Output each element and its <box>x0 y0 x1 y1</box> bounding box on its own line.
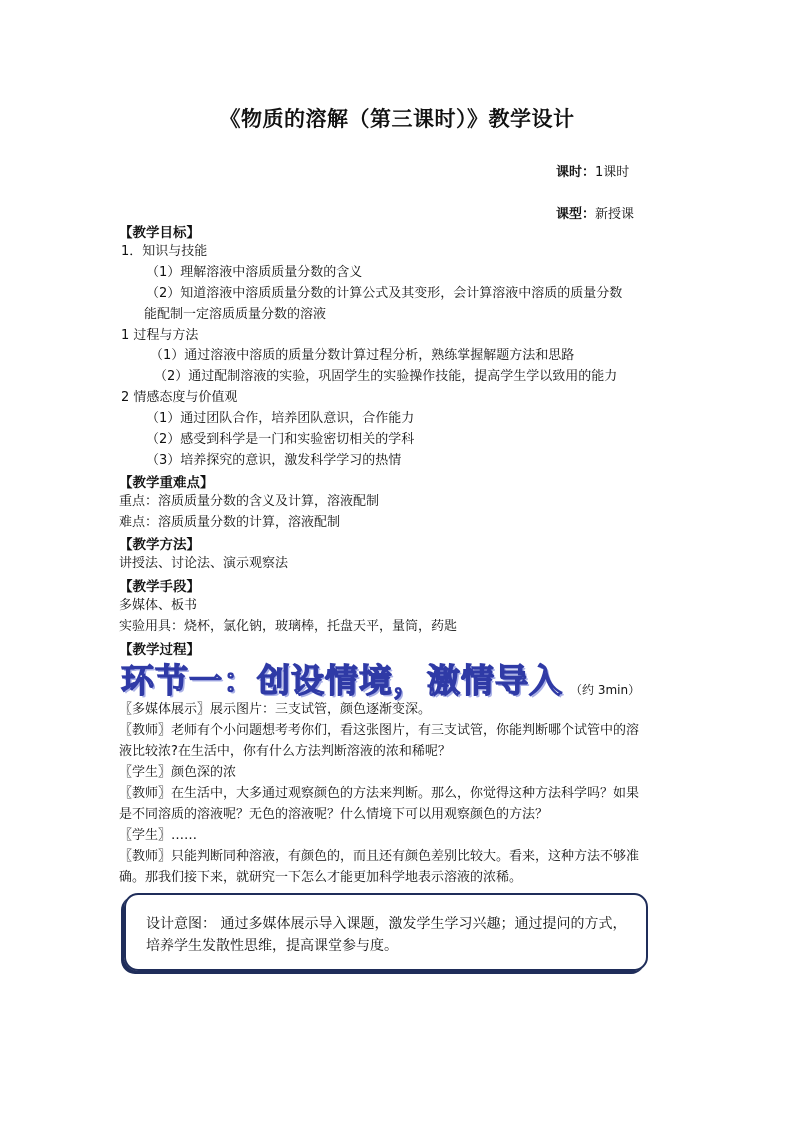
process-line: 〖教师〗老师有个小问题想考考你们，看这张图片，有三支试管，你能判断哪个试管中的溶 <box>119 723 640 738</box>
goals-section-2-title: 1 过程与方法 <box>121 328 199 343</box>
process-line: 确。那我们接下来，就研究一下怎么才能更加科学地表示溶液的浓稀。 <box>119 870 523 885</box>
lesson-type-info <box>556 203 634 222</box>
equipment-line: 实验用具：烧杯，氯化钠，玻璃棒，托盘天平，量筒，药匙 <box>119 619 458 634</box>
period-info <box>556 161 629 180</box>
process-line: 〖教师〗在生活中，大多通过观察颜色的方法来判断。那么，你觉得这种方法科学吗？如果 <box>119 786 640 801</box>
lesson-type-label: 课型： <box>556 207 596 222</box>
lesson-type-value: 新授课 <box>595 207 635 222</box>
goals-item: （2）通过配制溶液的实验，巩固学生的实验操作技能，提高学生学以致用的能力 <box>154 369 618 384</box>
method-text: 讲授法、讨论法、演示观察法 <box>119 556 289 571</box>
goals-item-continuation: 能配制一定溶质质量分数的溶液 <box>144 307 327 322</box>
goals-item: （1）通过溶液中溶质的质量分数计算过程分析，熟练掌握解题方法和思路 <box>150 348 575 363</box>
process-line: 是不同溶质的溶液呢？无色的溶液呢？什么情境下可以用观察颜色的方法？ <box>119 807 549 822</box>
method-heading: 【教学方法】 <box>119 537 200 553</box>
process-line: 〖教师〗只能判断同种溶液，有颜色的，而且还有颜色差别比较大。看来，这种方法不够准 <box>119 849 640 864</box>
goals-item: （2）知道溶液中溶质质量分数的计算公式及其变形，会计算溶液中溶质的质量分数 <box>146 286 623 301</box>
process-line: 〖多媒体展示〗展示图片：三支试管，颜色逐渐变深。 <box>119 702 432 717</box>
means-heading: 【教学手段】 <box>119 579 200 595</box>
design-intent-box <box>124 893 648 971</box>
period-label: 课时： <box>556 165 596 180</box>
goals-item: （1）理解溶液中溶质质量分数的含义 <box>146 265 363 280</box>
process-line: 〖学生〗…… <box>119 828 198 843</box>
process-line: 液比较浓?在生活中，你有什么方法判断溶液的浓和稀呢？ <box>119 744 451 759</box>
process-heading: 【教学过程】 <box>119 642 200 658</box>
means-line: 多媒体、板书 <box>119 598 198 613</box>
document-title: 《物质的溶解（第三课时）》教学设计 <box>219 106 575 131</box>
difficult-point: 难点：溶质质量分数的计算，溶液配制 <box>119 515 341 530</box>
time-note: （约 3min） <box>570 683 641 697</box>
period-value: 1课时 <box>595 165 630 180</box>
goals-section-3-title: 2 情感态度与价值观 <box>121 390 238 405</box>
goals-item: （1）通过团队合作，培养团队意识，合作能力 <box>146 411 415 426</box>
goals-heading: 【教学目标】 <box>119 225 200 241</box>
goals-section-1-title: 1．知识与技能 <box>121 244 208 259</box>
design-intent-text: 设计意图： 通过多媒体展示导入课题，激发学生学习兴趣；通过提问的方式，培养学生发散性思维，提高课堂参与度。 <box>146 916 627 954</box>
key-point: 重点：溶质质量分数的含义及计算，溶液配制 <box>119 494 380 509</box>
goals-item: （3）培养探究的意识，激发科学学习的热情 <box>146 453 402 468</box>
section-title-banner: 环节一：创设情境，激情导入 <box>121 661 563 700</box>
keypoints-heading: 【教学重难点】 <box>119 475 214 491</box>
process-line: 〖学生〗颜色深的浓 <box>119 765 237 780</box>
goals-item: （2）感受到科学是一门和实验密切相关的学科 <box>146 432 415 447</box>
